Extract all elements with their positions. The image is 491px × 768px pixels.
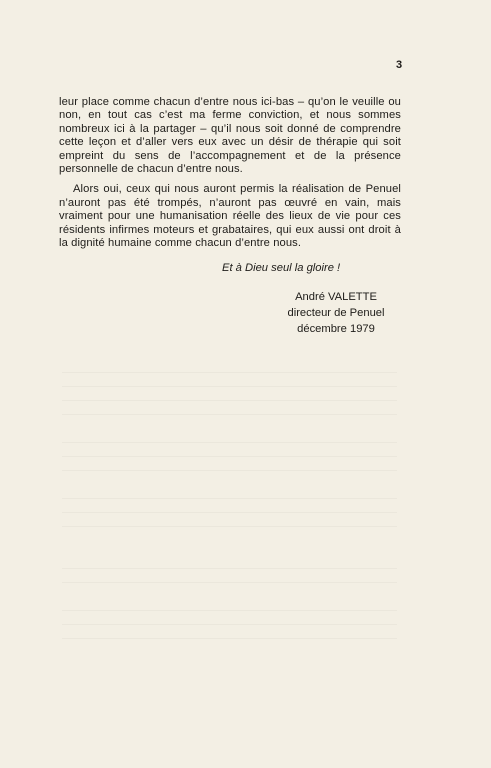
signature-role: directeur de Penuel	[287, 307, 385, 319]
signature-name: André VALETTE	[295, 291, 377, 303]
paragraph-continuation: leur place comme chacun d’entre nous ici-bas – qu’on le veuille ou non, en tout cas c’est ma ferme conviction, et nous sommes nombreux ici à la partager – qu’il nous soit donné de comprendre cette leçon et d’aller vers eux avec un désir de thérapie qui soit empreint du sens de l’accompagnement et de la présence personnelle de chacun d’entre nous.	[59, 96, 401, 176]
closing-motto: Et à Dieu seul la gloire !	[222, 262, 341, 274]
signature-date: décembre 1979	[297, 323, 375, 335]
body-text	[59, 96, 401, 257]
page-number: 3	[396, 59, 403, 71]
signature-block	[271, 289, 401, 337]
paragraph-conclusion: Alors oui, ceux qui nous auront permis la réalisation de Penuel n’auront pas été trompés, n’auront pas œuvré en vain, mais vraiment pour une humanisation réelle des lieux de vie pour ces résidents infirmes moteurs et grabataires, qui eux aussi ont droit à la dignité humaine comme chacun d’entre nous.	[59, 183, 401, 250]
